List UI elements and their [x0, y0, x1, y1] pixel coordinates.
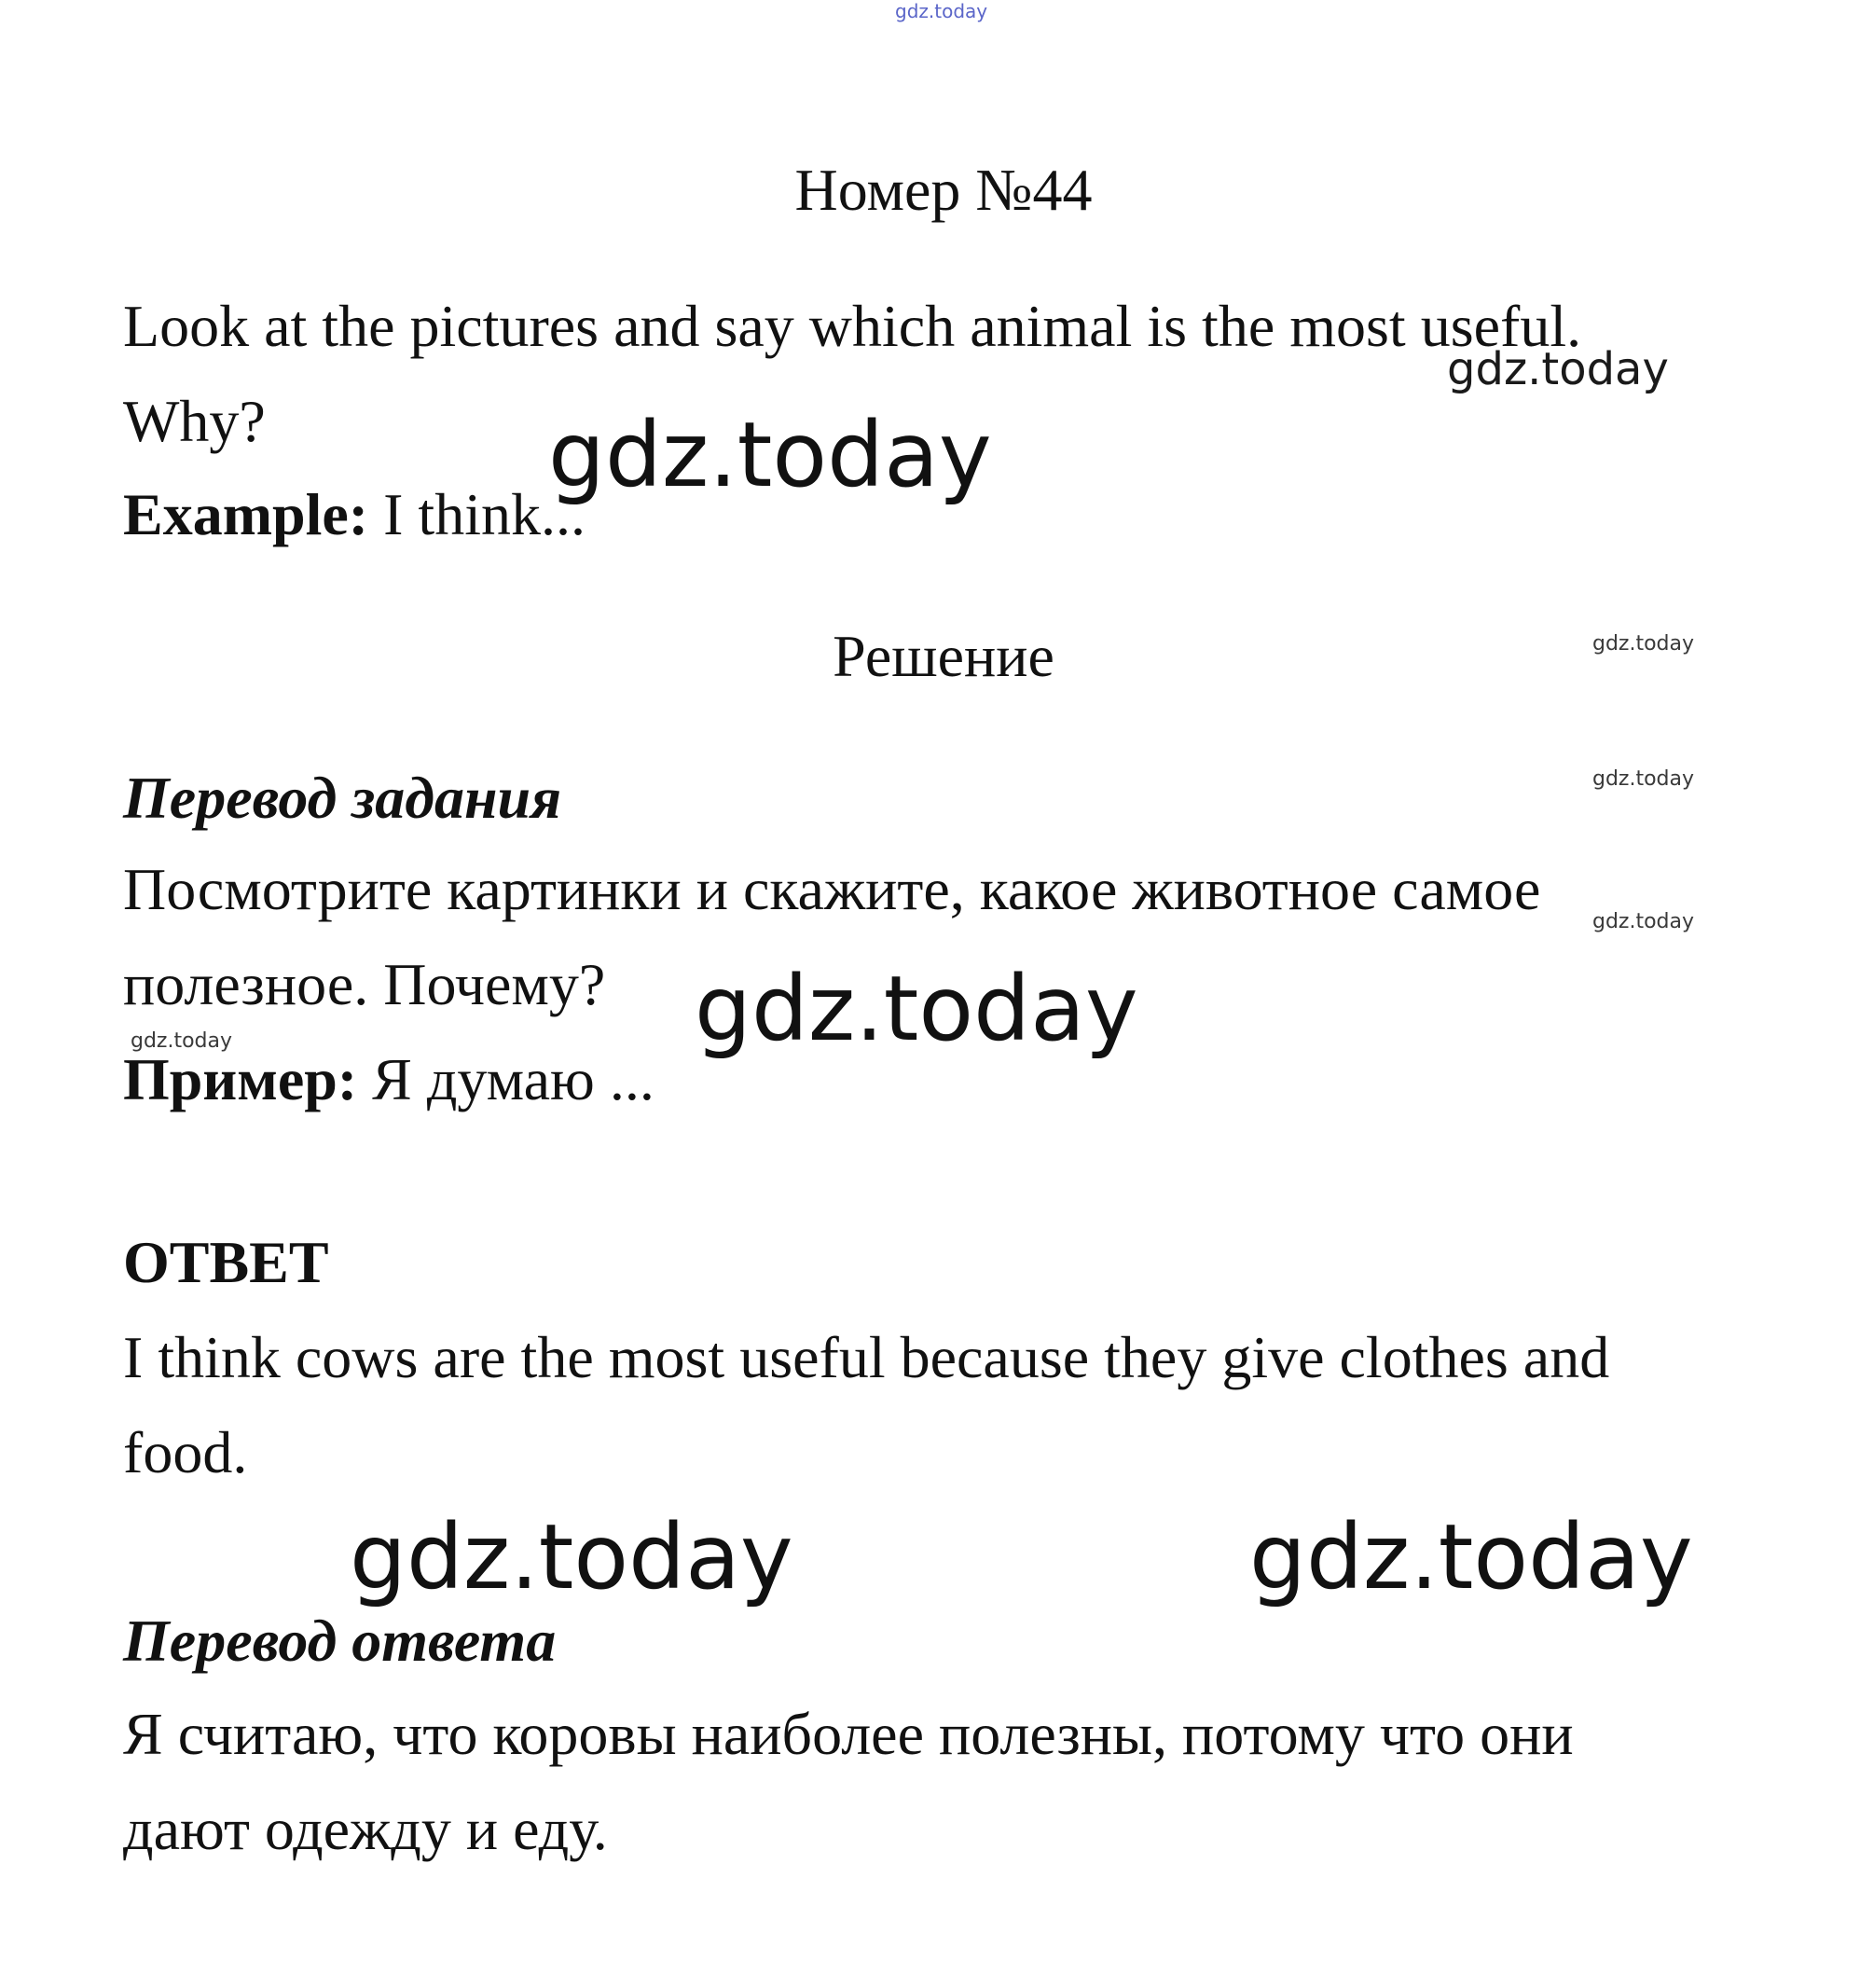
watermark-mark: gdz.today — [350, 1505, 793, 1609]
page-title: Номер №44 — [794, 157, 1093, 223]
task-translation-heading: Перевод задания — [123, 765, 562, 831]
watermark-mark: gdz.today — [1249, 1505, 1693, 1609]
task-line-1: Look at the pictures and say which animal is the most useful. — [123, 293, 1582, 359]
answer-line-1: I think cows are the most useful because they give clothes and — [123, 1324, 1610, 1390]
task-translation-example — [123, 1046, 654, 1112]
task-example-text: I think... — [368, 481, 586, 547]
task-example-label: Example: — [123, 481, 369, 547]
answer-heading: ОТВЕТ — [123, 1229, 329, 1295]
task-line-2: Why? — [123, 388, 266, 454]
answer-line-2: food. — [123, 1419, 248, 1485]
task-translation-example-text: Я думаю ... — [357, 1046, 654, 1112]
watermark-mark: gdz.today — [1592, 632, 1695, 656]
task-translation-line-2: полезное. Почему? — [123, 951, 606, 1017]
watermark-mark: gdz.today — [1592, 910, 1695, 933]
answer-translation-line-2: дают одежду и еду. — [123, 1796, 608, 1862]
watermark-mark: gdz.today — [1592, 767, 1695, 791]
task-example — [123, 481, 586, 547]
task-translation-example-label: Пример: — [123, 1046, 358, 1112]
watermark-mark: gdz.today — [131, 1029, 233, 1053]
watermark-mark: gdz.today — [695, 957, 1138, 1061]
watermark-mark: gdz.today — [548, 403, 992, 507]
task-translation-line-1: Посмотрите картинки и скажите, какое животное самое — [123, 856, 1541, 922]
answer-translation-heading: Перевод ответа — [123, 1608, 557, 1674]
watermark-top: gdz.today — [895, 0, 988, 22]
solution-heading: Решение — [833, 623, 1054, 689]
watermark-mark: gdz.today — [1447, 343, 1669, 395]
answer-translation-line-1: Я считаю, что коровы наиболее полезны, потому что они — [123, 1701, 1574, 1767]
